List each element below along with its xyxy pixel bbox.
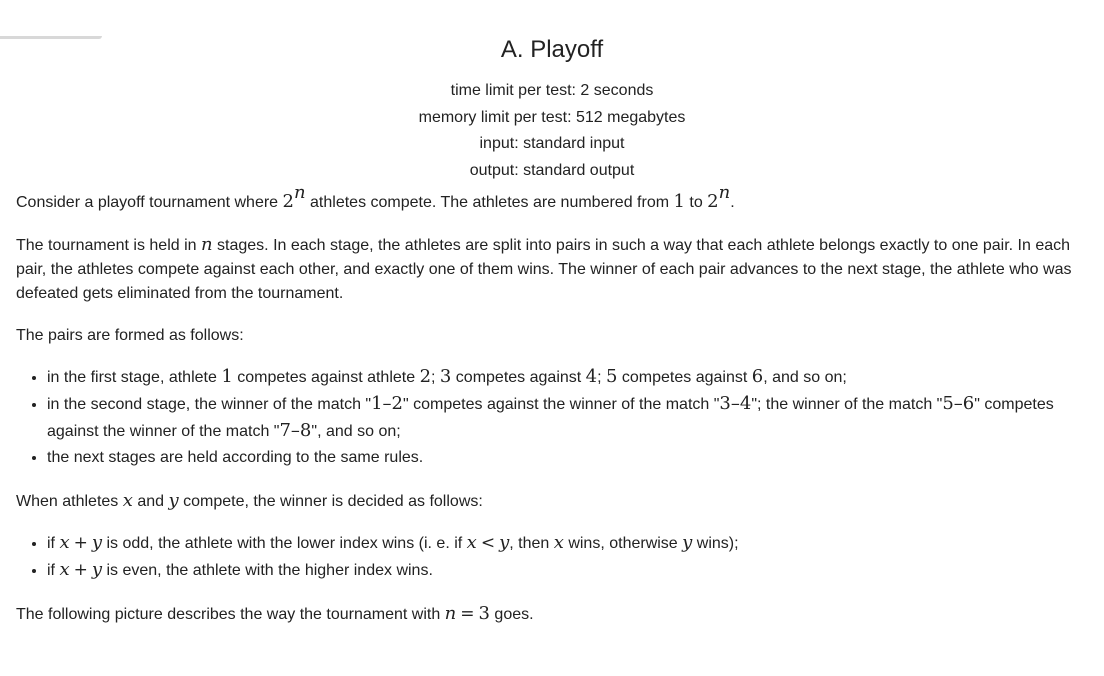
paragraph-picture: The following picture describes the way the tournament with n = 3 goes. <box>16 603 534 624</box>
paragraph-pairs: The pairs are formed as follows: <box>16 327 244 344</box>
list-item: • if x + y is odd, the athlete with the lower index wins (i. e. if x < y, then x wins, otherwise y wins); <box>47 530 1088 557</box>
text: stages. In each stage, the athletes are split into pairs in such a way that each athlete belongs exactly to one pair. In each pair, the athletes compete against each other, and exactly one of them wins. The winner of each pair advances to the next stage, the athlete who was defeated gets eliminated from the tournament. <box>16 237 1072 302</box>
problem-statement <box>0 182 1104 627</box>
paragraph-intro <box>16 182 1088 215</box>
input-spec: input: standard input <box>479 135 625 152</box>
text: Consider a playoff tournament where <box>16 194 283 211</box>
math-2n: 2$^n$ <box>282 182 306 212</box>
problem-title: A. Playoff <box>500 36 604 63</box>
math-n: n <box>201 234 213 255</box>
list-item: • if x + y is even, the athlete with the higher index wins. <box>47 557 1088 584</box>
math-1: 1 <box>673 191 685 212</box>
top-scroll-indicator <box>0 36 102 39</box>
paragraph-stages <box>16 233 1088 306</box>
list-item: • in the second stage, the winner of the match "1–2" competes against the winner of the match "3–4"; the winner of the match "5–6" competes against the winner of the match "7–8", and so on; <box>47 391 1088 445</box>
math-2n: 2$^n$ <box>707 182 731 212</box>
rules-list <box>16 530 1088 584</box>
time-limit: time limit per test: 2 seconds <box>450 82 654 99</box>
text: to <box>684 194 708 211</box>
list-item: • the next stages are held according to the same rules. <box>47 445 1088 471</box>
memory-limit: memory limit per test: 512 megabytes <box>418 108 686 126</box>
list-item: • in the first stage, athlete 1 competes against athlete 2; 3 competes against 4; 5 competes against 6, and so on; <box>47 364 1088 391</box>
text: The tournament is held in <box>16 237 201 254</box>
problem-header <box>0 36 1104 184</box>
text: . <box>730 194 735 211</box>
output-spec: output: standard output <box>469 161 635 179</box>
pairs-list <box>16 364 1088 471</box>
paragraph-winner-rule: When athletes x and y compete, the winner is decided as follows: <box>16 490 483 511</box>
text: athletes compete. The athletes are numbered from <box>305 194 674 211</box>
